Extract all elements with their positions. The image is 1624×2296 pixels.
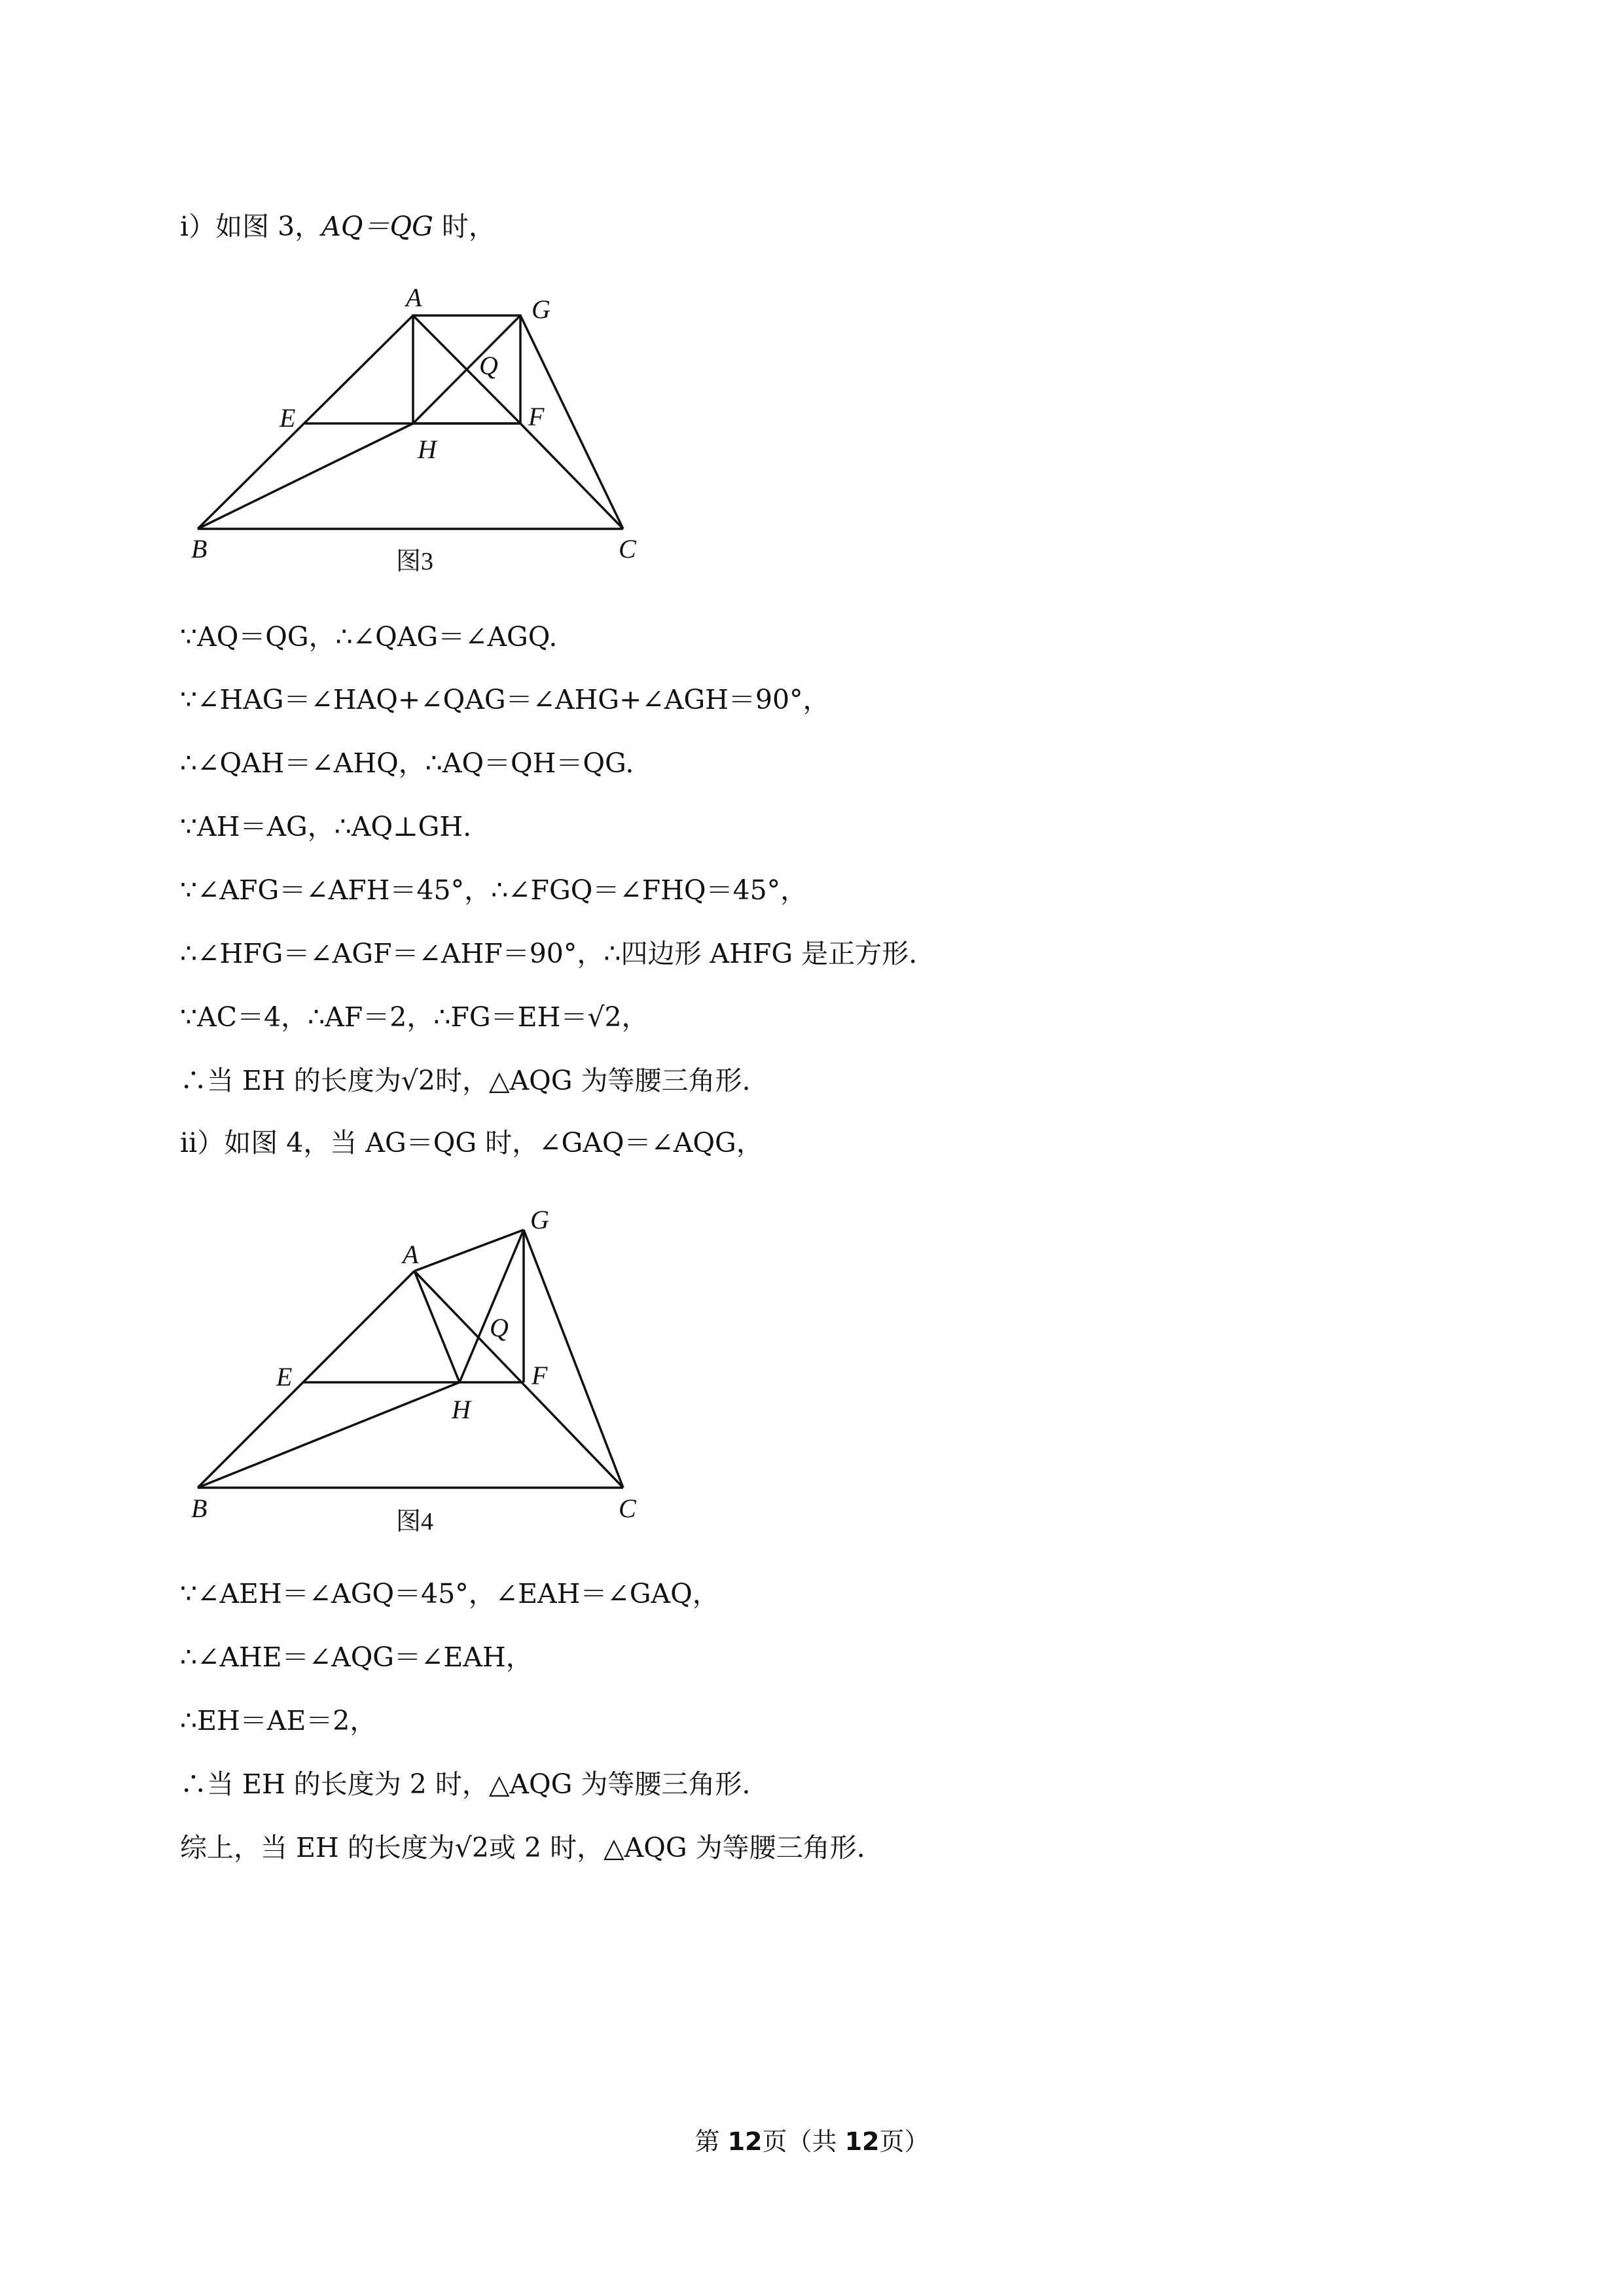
fig3-caption: 图3 xyxy=(396,548,434,575)
figure-3-svg xyxy=(177,275,674,583)
proof1-line-8: ∴当 EH 的长度为√2时，△AQG 为等腰三角形. xyxy=(180,1065,751,1096)
fig3-segment-ba xyxy=(198,315,413,529)
proof1-line-7: ∵AC＝4，∴AF＝2，∴FG＝EH＝√2， xyxy=(180,1001,649,1033)
fig4-label-b: B xyxy=(191,1494,208,1523)
proof2-line-4: ∴当 EH 的长度为 2 时，△AQG 为等腰三角形. xyxy=(180,1768,751,1800)
fig4-label-h: H xyxy=(452,1395,471,1424)
footer-page-number: 12 xyxy=(727,2127,763,2156)
fig3-label-c: C xyxy=(619,534,636,564)
fig4-label-a: A xyxy=(403,1240,419,1269)
figure-4-svg xyxy=(177,1191,674,1545)
figure-3 xyxy=(177,275,674,585)
fig4-label-e: E xyxy=(276,1362,293,1391)
fig4-label-g: G xyxy=(530,1205,549,1234)
fig4-label-c: C xyxy=(619,1494,636,1523)
figure-4 xyxy=(177,1191,674,1547)
fig4-segment-ag xyxy=(414,1230,524,1271)
conclusion: 综上，当 EH 的长度为√2或 2 时，△AQG 为等腰三角形. xyxy=(180,1832,865,1863)
fig4-label-q: Q xyxy=(490,1313,509,1342)
fig3-label-h: H xyxy=(418,435,437,464)
fig4-segment-gh xyxy=(460,1230,524,1382)
fig3-label-e: E xyxy=(280,403,296,433)
fig3-label-q: Q xyxy=(479,351,498,380)
proof1-line-2: ∵∠HAG＝∠HAQ+∠QAG＝∠AHG+∠AGH＝90°， xyxy=(180,684,830,715)
case1-prefix: i）如图 3， xyxy=(180,211,322,242)
fig4-segment-ah xyxy=(414,1271,460,1382)
fig3-label-a: A xyxy=(406,283,422,312)
footer-pre: 第 xyxy=(695,2127,728,2156)
proof1-line-3: ∴∠QAH＝∠AHQ，∴AQ＝QH＝QG. xyxy=(180,747,634,779)
case1-heading xyxy=(180,209,496,243)
case1-suffix: 时， xyxy=(433,211,496,242)
fig3-label-b: B xyxy=(191,534,208,564)
case1-condition: AQ＝QG xyxy=(321,211,433,242)
fig3-segment-fc xyxy=(520,423,623,529)
footer-mid: 页（共 xyxy=(762,2127,845,2156)
case2-heading: ii）如图 4，当 AG＝QG 时，∠GAQ＝∠AQG， xyxy=(180,1127,763,1158)
proof1-line-6: ∴∠HFG＝∠AGF＝∠AHF＝90°，∴四边形 AHFG 是正方形. xyxy=(180,938,918,969)
proof1-line-4: ∵AH＝AG，∴AQ⊥GH. xyxy=(180,811,472,842)
page-footer xyxy=(0,2126,1624,2157)
fig4-caption: 图4 xyxy=(396,1508,434,1535)
proof2-line-1: ∵∠AEH＝∠AGQ＝45°，∠EAH＝∠GAQ， xyxy=(180,1578,719,1609)
proof1-line-5: ∵∠AFG＝∠AFH＝45°，∴∠FGQ＝∠FHQ＝45°， xyxy=(180,874,808,906)
proof2-line-3: ∴EH＝AE＝2， xyxy=(180,1705,377,1736)
footer-total-pages: 12 xyxy=(844,2127,880,2156)
fig4-label-f: F xyxy=(532,1361,548,1390)
fig4-segment-bh xyxy=(198,1382,460,1488)
fig3-label-g: G xyxy=(532,295,550,324)
fig3-segment-bh xyxy=(198,423,413,529)
fig4-segment-ac xyxy=(414,1271,623,1488)
proof2-line-2: ∴∠AHE＝∠AQG＝∠EAH， xyxy=(180,1641,533,1673)
footer-post: 页） xyxy=(879,2127,929,2156)
proof1-line-1: ∵AQ＝QG，∴∠QAG＝∠AGQ. xyxy=(180,621,558,653)
fig4-segment-ba xyxy=(198,1271,414,1488)
fig3-label-f: F xyxy=(528,402,545,431)
fig4-segment-gc xyxy=(524,1230,623,1488)
